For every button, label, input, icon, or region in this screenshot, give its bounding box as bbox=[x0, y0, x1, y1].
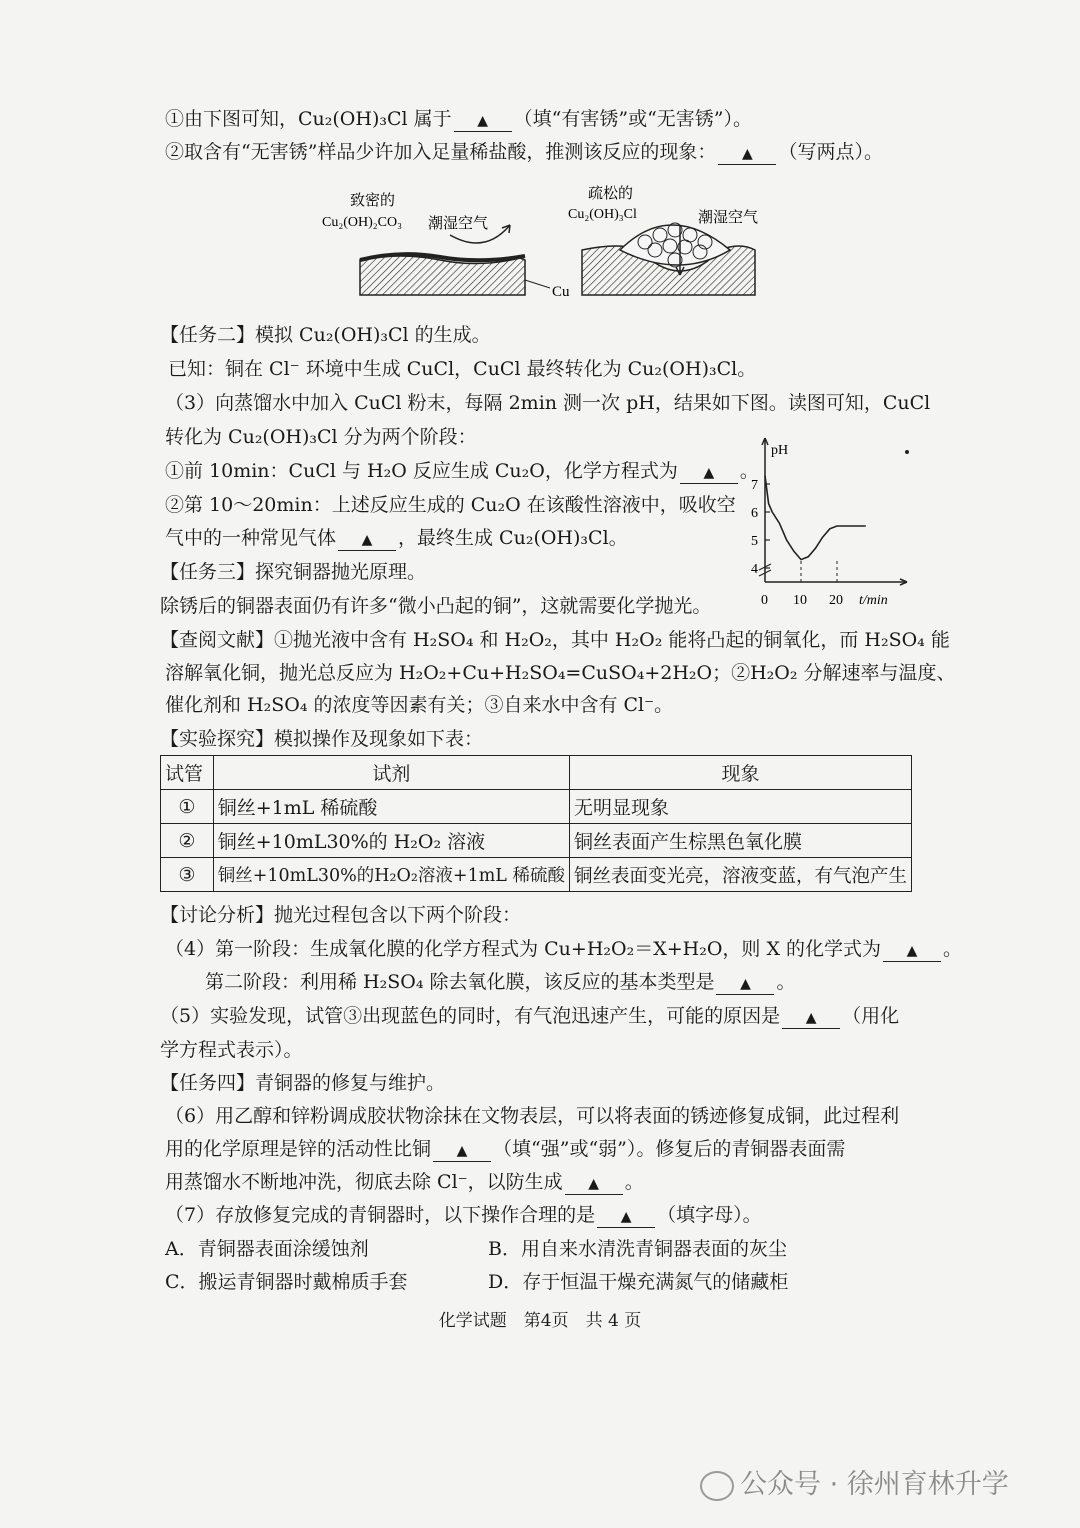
y-tick-label: 4 bbox=[751, 562, 758, 577]
cu-label: Cu bbox=[552, 284, 570, 300]
table-header: 试管 bbox=[161, 756, 214, 790]
answer-blank: ▲ bbox=[597, 1205, 655, 1228]
table-cell: 无明显现象 bbox=[569, 790, 911, 824]
task-2-heading: 【任务二】模拟 Cu₂(OH)₃Cl 的生成。 bbox=[160, 324, 491, 346]
table-cell: 铜丝表面变光亮，溶液变蓝，有气泡产生 bbox=[569, 858, 911, 892]
literature-line1: 【查阅文献】①抛光液中含有 H₂SO₄ 和 H₂O₂，其中 H₂O₂ 能将凸起的铜氧化，而 H₂SO₄ 能 bbox=[160, 629, 950, 651]
table-cell: ③ bbox=[161, 858, 214, 892]
task-4-heading: 【任务四】青铜器的修复与维护。 bbox=[160, 1072, 446, 1094]
page-footer: 化学试题 第4页 共 4 页 bbox=[438, 1311, 642, 1331]
x-tick-label: 10 bbox=[793, 593, 807, 608]
question-5-a: （5）实验发现，试管③出现蓝色的同时，有气泡迅速产生，可能的原因是 ▲ （用化 bbox=[160, 1005, 900, 1027]
question-3-a: ①前 10min：CuCl 与 H₂O 反应生成 Cu₂O，化学方程式为 ▲ 。 bbox=[165, 460, 759, 482]
right-label2: Cu₂(OH)₃Cl bbox=[568, 207, 637, 222]
answer-blank: ▲ bbox=[454, 109, 512, 132]
wechat-icon bbox=[700, 1471, 734, 1501]
question-3-line1: （3）向蒸馏水中加入 CuCl 粉末，每隔 2min 测一次 pH，结果如下图。读图可知，CuCl bbox=[165, 392, 931, 414]
left-label2: Cu₂(OH)₂CO₃ bbox=[322, 215, 402, 230]
watermark: 公众号 · 徐州育林升学 bbox=[700, 1462, 1009, 1501]
ph-series-line bbox=[765, 476, 866, 560]
corner-dot bbox=[905, 450, 909, 454]
question-2-2: ②取含有“无害锈”样品少许加入足量稀盐酸，推测该反应的现象： ▲ （写两点）。 bbox=[165, 141, 883, 163]
literature-line2: 溶解氧化铜，抛光总反应为 H₂O₂+Cu+H₂SO₄=CuSO₄+2H₂O；②H₂O₂ 分解速率与温度、 bbox=[165, 662, 956, 684]
question-4-a: （4）第一阶段：生成氧化膜的化学方程式为 Cu+H₂O₂＝X+H₂O，则 X 的化学式为 ▲ 。 bbox=[165, 938, 963, 960]
question-4-b: 第二阶段：利用稀 H₂SO₄ 除去氧化膜，该反应的基本类型是 ▲ 。 bbox=[205, 971, 796, 993]
table-cell: ② bbox=[161, 824, 214, 858]
question-2-1: ①由下图可知，Cu₂(OH)₃Cl 属于 ▲ （填“有害锈”或“无害锈”）。 bbox=[165, 108, 752, 130]
question-3-b: ②第 10～20min：上述反应生成的 Cu₂O 在该酸性溶液中，吸收空 bbox=[165, 494, 736, 516]
answer-blank: ▲ bbox=[565, 1172, 623, 1195]
question-7: （7）存放修复完成的青铜器时，以下操作合理的是 ▲ （填字母）。 bbox=[165, 1204, 762, 1226]
option-d: D．存于恒温干燥充满氮气的储藏柜 bbox=[488, 1271, 789, 1293]
table-header: 试剂 bbox=[213, 756, 569, 790]
x-tick-label: 0 bbox=[761, 593, 768, 608]
discussion-heading: 【讨论分析】抛光过程包含以下两个阶段： bbox=[160, 904, 522, 926]
table-row bbox=[161, 790, 912, 824]
table-row bbox=[161, 824, 912, 858]
literature-line3: 催化剂和 H₂SO₄ 的浓度等因素有关；③自来水中含有 Cl⁻。 bbox=[165, 694, 674, 716]
answer-blank: ▲ bbox=[433, 1139, 491, 1162]
y-tick-label: 7 bbox=[751, 478, 758, 493]
question-5-b: 学方程式表示）。 bbox=[160, 1039, 303, 1061]
experiment-table bbox=[160, 755, 912, 892]
table-cell: ① bbox=[161, 790, 214, 824]
y-tick-label: 5 bbox=[751, 534, 758, 549]
y-tick-label: 6 bbox=[751, 506, 758, 521]
answer-blank: ▲ bbox=[680, 461, 738, 484]
table-row bbox=[161, 858, 912, 892]
table-cell: 铜丝+10mL30%的H₂O₂溶液+1mL 稀硫酸 bbox=[213, 858, 569, 892]
x-axis-label: t/min bbox=[859, 593, 888, 608]
question-3-c: 气中的一种常见气体 ▲ ，最终生成 Cu₂(OH)₃Cl。 bbox=[165, 527, 628, 549]
right-label1: 疏松的 bbox=[588, 186, 634, 202]
answer-blank: ▲ bbox=[883, 939, 941, 962]
question-6-line1: （6）用乙醇和锌粉调成胶状物涂抹在文物表层，可以将表面的锈迹修复成铜，此过程利 bbox=[165, 1105, 900, 1127]
option-b: B．用自来水清洗青铜器表面的灰尘 bbox=[488, 1238, 787, 1260]
table-cell: 铜丝+1mL 稀硫酸 bbox=[213, 790, 569, 824]
y-axis-label: pH bbox=[771, 443, 789, 458]
answer-blank: ▲ bbox=[338, 528, 396, 551]
table-cell: 铜丝+10mL30%的 H₂O₂ 溶液 bbox=[213, 824, 569, 858]
task-3-heading: 【任务三】探究铜器抛光原理。 bbox=[160, 561, 427, 583]
table-header: 现象 bbox=[569, 756, 911, 790]
left-air: 潮湿空气 bbox=[428, 216, 489, 232]
right-air: 潮湿空气 bbox=[698, 210, 759, 226]
table-cell: 铜丝表面产生棕黑色氧化膜 bbox=[569, 824, 911, 858]
option-a: A．青铜器表面涂缓蚀剂 bbox=[165, 1238, 369, 1260]
option-c: C．搬运青铜器时戴棉质手套 bbox=[165, 1271, 408, 1293]
experiment-heading: 【实验探究】模拟操作及现象如下表： bbox=[160, 728, 484, 750]
answer-blank: ▲ bbox=[782, 1006, 840, 1029]
table-header-row bbox=[161, 756, 912, 790]
left-label1: 致密的 bbox=[350, 193, 396, 209]
x-tick-label: 20 bbox=[829, 593, 843, 608]
left-copper-block bbox=[360, 256, 525, 295]
question-6-line3: 用蒸馏水不断地冲洗，彻底去除 Cl⁻，以防生成 ▲ 。 bbox=[165, 1171, 644, 1193]
corrosion-diagram bbox=[320, 180, 780, 305]
answer-blank: ▲ bbox=[718, 142, 776, 165]
known-info: 已知：铜在 Cl⁻ 环境中生成 CuCl，CuCl 最终转化为 Cu₂(OH)₃Cl。 bbox=[168, 358, 757, 380]
question-6-line2: 用的化学原理是锌的活动性比铜 ▲ （填“强”或“弱”）。修复后的青铜器表面需 bbox=[165, 1138, 846, 1160]
question-3-line2: 转化为 Cu₂(OH)₃Cl 分为两个阶段： bbox=[165, 426, 477, 448]
polish-intro: 除锈后的铜器表面仍有许多“微小凸起的铜”，这就需要化学抛光。 bbox=[160, 595, 712, 617]
ph-chart bbox=[735, 432, 915, 614]
answer-blank: ▲ bbox=[716, 972, 774, 995]
